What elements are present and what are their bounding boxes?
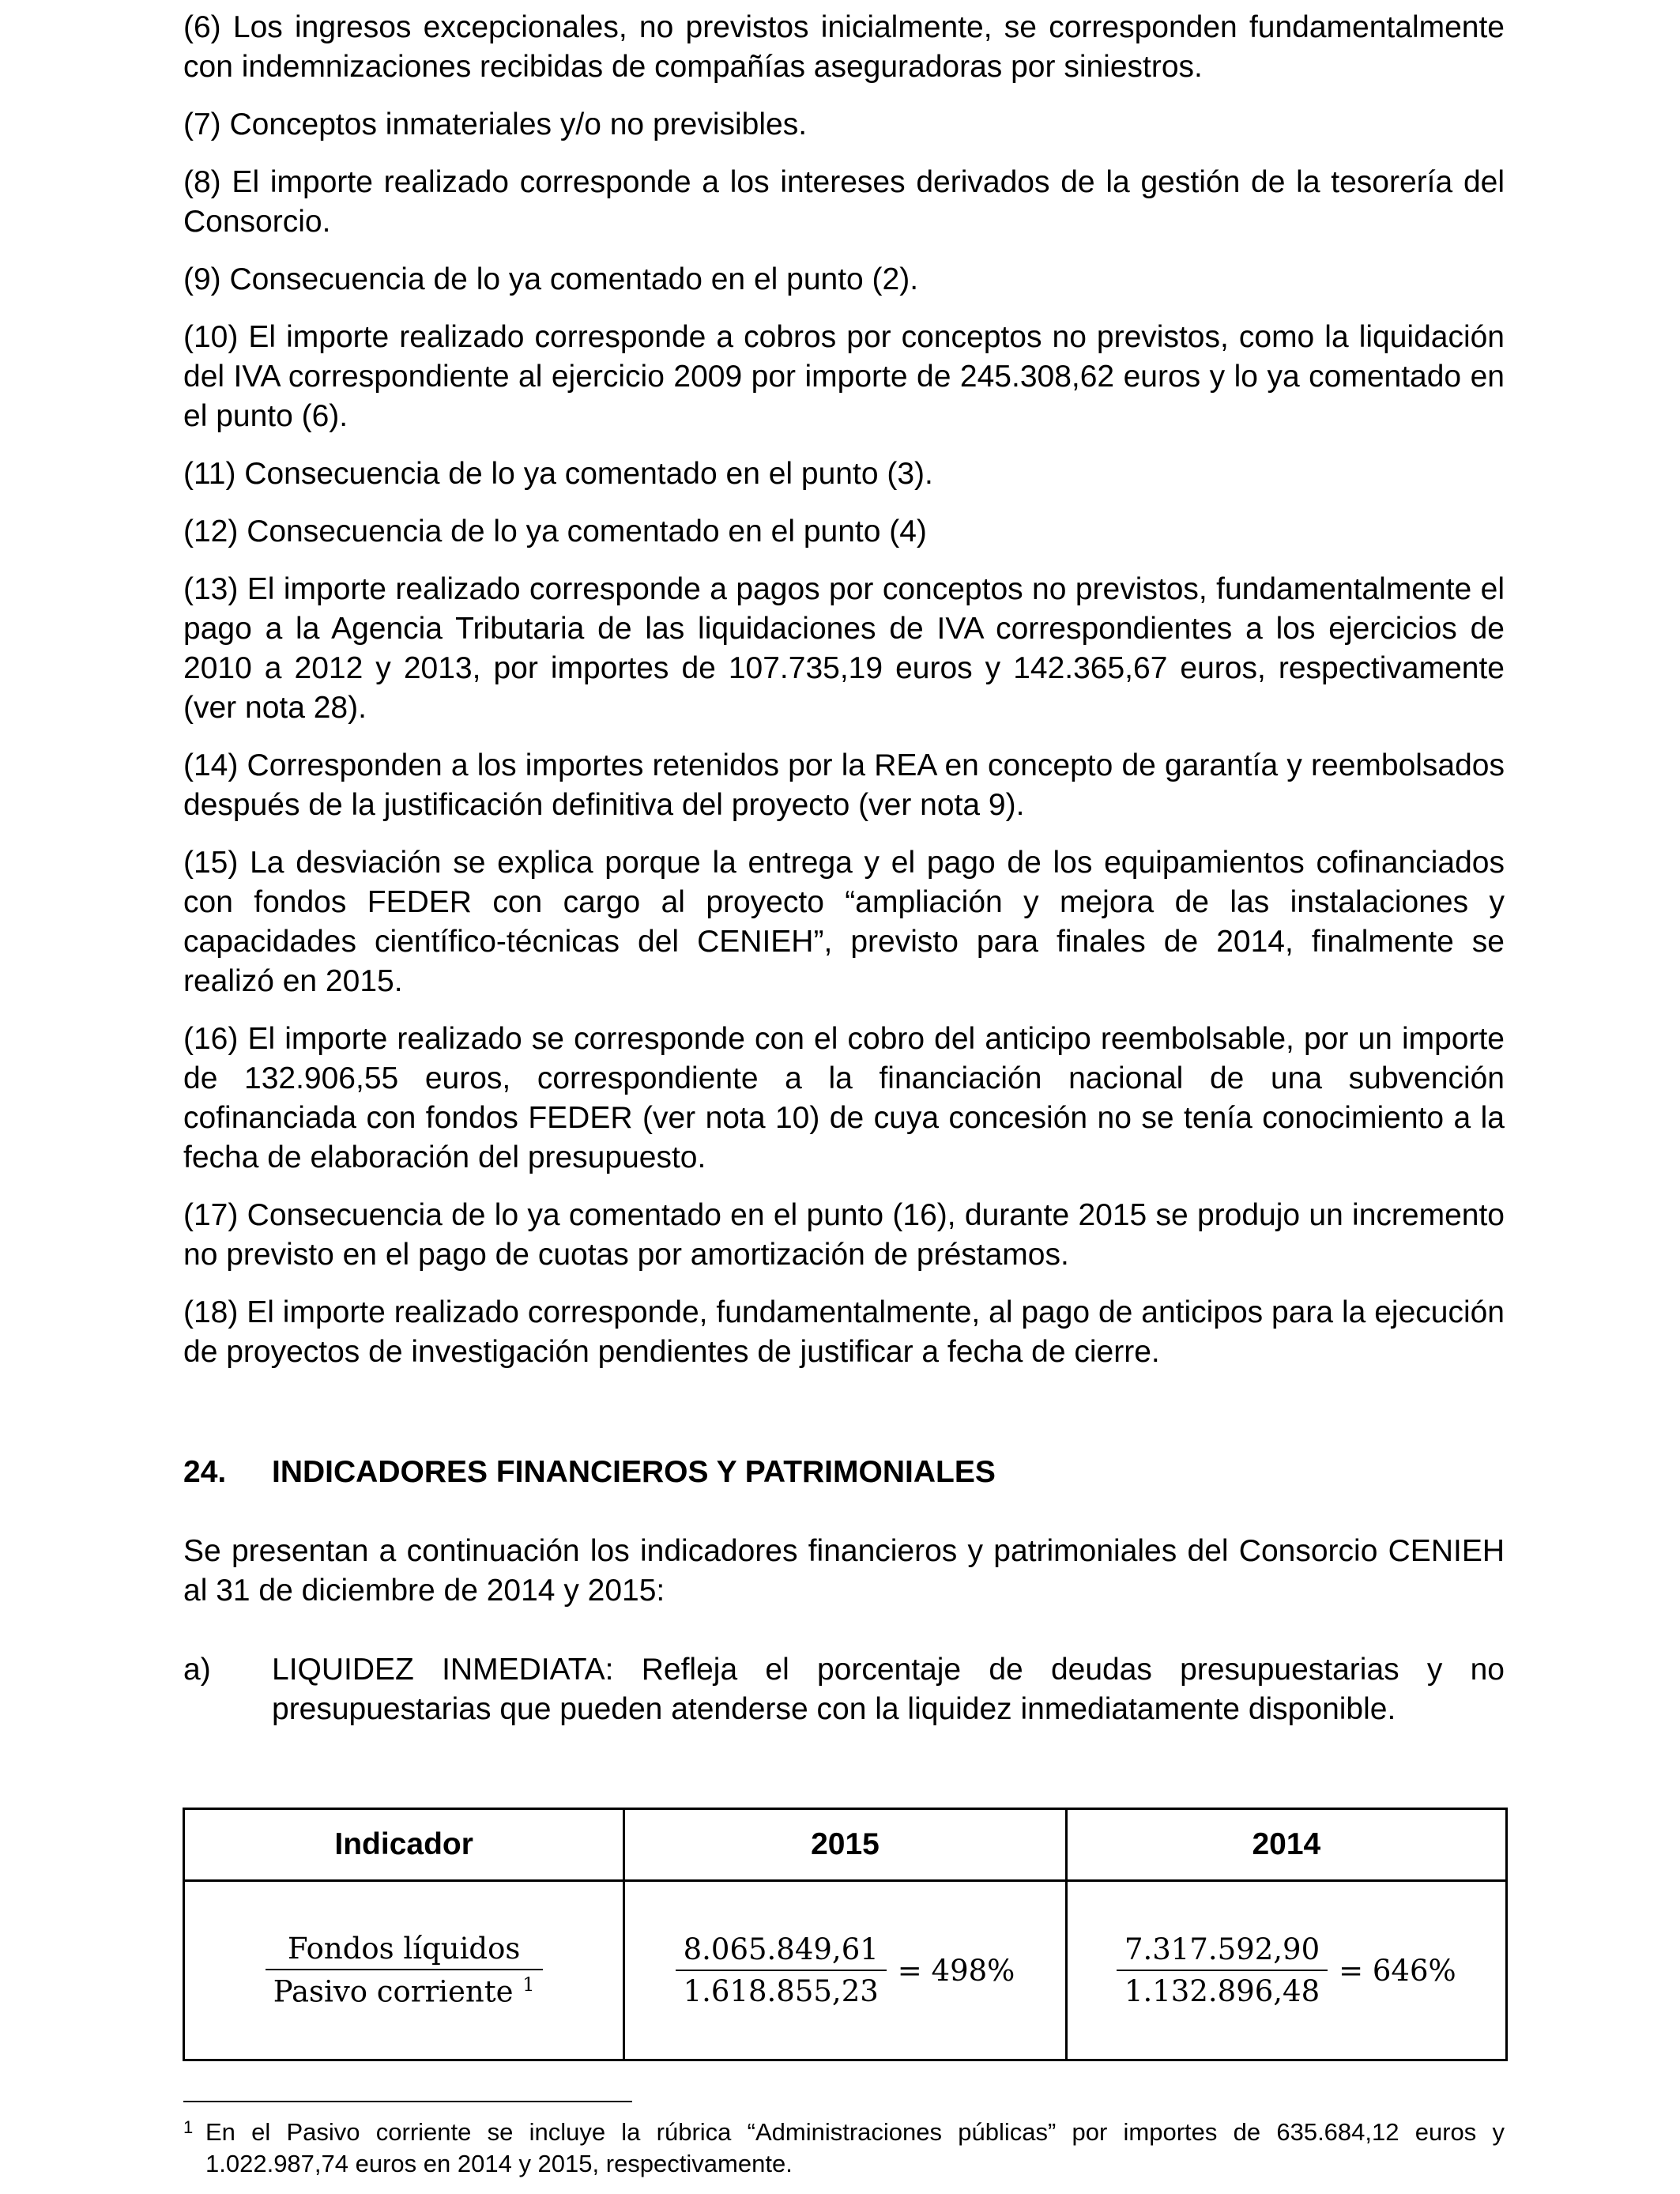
notes-list bbox=[183, 8, 1505, 1390]
indicator-formula-cell bbox=[184, 1881, 624, 2060]
formula-2015 bbox=[676, 1929, 1015, 2011]
list-item-a bbox=[183, 1650, 1505, 1729]
denominator-2014: 1.132.896,48 bbox=[1124, 1974, 1320, 2008]
footnote-text: En el Pasivo corriente se incluye la rúbrica “Administraciones públicas” por importes de 635.684,12 euros y 1.022.987,74 euros en 2014 y 2015, respectivamente. bbox=[205, 2118, 1505, 2177]
result-2015: = 498% bbox=[897, 1953, 1015, 1988]
table-header-row bbox=[184, 1809, 1507, 1881]
fraction-2015 bbox=[676, 1929, 887, 2011]
footnote-mark: 1 bbox=[183, 2117, 194, 2137]
note-8: (8) El importe realizado corresponde a los intereses derivados de la gestión de la tesorería del Consorcio. bbox=[183, 165, 1505, 239]
numerator-2015: 8.065.849,61 bbox=[683, 1932, 879, 1966]
note-11: (11) Consecuencia de lo ya comentado en el punto (3). bbox=[183, 457, 933, 491]
note-15: (15) La desviación se explica porque la entrega y el pago de los equipamientos cofinanciados con fondos FEDER con cargo al proyecto “ampliación y mejora de las instalaciones y capacidades científico-técnicas del CENIEH”, previsto para finales de 2014, finalmente se realizó en 2015. bbox=[183, 846, 1505, 998]
header-2014: 2014 bbox=[1066, 1809, 1506, 1881]
note-12: (12) Consecuencia de lo ya comentado en el punto (4) bbox=[183, 515, 927, 548]
note-16: (16) El importe realizado se corresponde con el cobro del anticipo reembolsable, por un importe de 132.906,55 euros, correspondiente a la financiación nacional de una subvención cofinanciada con fondos FEDER (ver nota 10) de cuya concesión no se tenía conocimiento a la fecha de elaboración del presupuesto. bbox=[183, 1022, 1505, 1174]
formula-2014 bbox=[1117, 1929, 1456, 2011]
indicator-numerator: Fondos líquidos bbox=[287, 1932, 521, 1966]
note-14: (14) Corresponden a los importes retenidos por la REA en concepto de garantía y reembolsados después de la justificación definitiva del proyecto (ver nota 9). bbox=[183, 748, 1505, 822]
note-10: (10) El importe realizado corresponde a cobros por conceptos no previstos, como la liquidación del IVA correspondiente al ejercicio 2009 por importe de 245.308,62 euros y lo ya comentado en el punto (6). bbox=[183, 320, 1505, 433]
header-indicador: Indicador bbox=[184, 1809, 624, 1881]
indicator-denominator: Pasivo corriente bbox=[273, 1974, 514, 2009]
note-17: (17) Consecuencia de lo ya comentado en el punto (16), durante 2015 se produjo un incremento no previsto en el pago de cuotas por amortización de préstamos. bbox=[183, 1198, 1505, 1272]
note-6: (6) Los ingresos excepcionales, no previstos inicialmente, se corresponden fundamentalmente con indemnizaciones recibidas de compañías aseguradoras por siniestros. bbox=[183, 10, 1505, 84]
section-number: 24. bbox=[183, 1455, 227, 1489]
footnote bbox=[183, 2117, 1505, 2180]
footnote-separator bbox=[183, 2101, 632, 2102]
denominator-2015: 1.618.855,23 bbox=[683, 1974, 879, 2008]
indicator-denominator-wrap bbox=[266, 1970, 543, 2011]
indicator-fraction bbox=[266, 1928, 543, 2011]
footnote-ref[interactable]: 1 bbox=[522, 1973, 535, 1996]
list-marker: a) bbox=[183, 1653, 211, 1687]
fraction-2014 bbox=[1117, 1929, 1328, 2011]
indicator-table bbox=[183, 1808, 1508, 2061]
note-13: (13) El importe realizado corresponde a pagos por conceptos no previstos, fundamentalmente el pago a la Agencia Tributaria de las liquidaciones de IVA correspondientes a los ejercicios de 2010 a 2012 y 2013, por importes de 107.735,19 euros y 142.365,67 euros, respectivamente (ver nota 28). bbox=[183, 572, 1505, 725]
section-intro: Se presentan a continuación los indicadores financieros y patrimoniales del Consorcio CENIEH al 31 de diciembre de 2014 y 2015: bbox=[183, 1534, 1505, 1608]
value-cell-2014 bbox=[1066, 1881, 1506, 2060]
section-heading bbox=[183, 1453, 996, 1492]
section-title: INDICADORES FINANCIEROS Y PATRIMONIALES bbox=[272, 1455, 996, 1489]
value-cell-2015 bbox=[624, 1881, 1066, 2060]
note-9: (9) Consecuencia de lo ya comentado en el punto (2). bbox=[183, 262, 919, 296]
note-18: (18) El importe realizado corresponde, fundamentalmente, al pago de anticipos para la ejecución de proyectos de investigación pendientes de justificar a fecha de cierre. bbox=[183, 1295, 1505, 1369]
header-2015: 2015 bbox=[624, 1809, 1066, 1881]
table-row bbox=[184, 1881, 1507, 2060]
list-item-text: LIQUIDEZ INMEDIATA: Refleja el porcentaje de deudas presupuestarias y no presupuestarias que pueden atenderse con la liquidez inmediatamente disponible. bbox=[272, 1653, 1505, 1726]
numerator-2014: 7.317.592,90 bbox=[1124, 1932, 1320, 1966]
note-7: (7) Conceptos inmateriales y/o no previsibles. bbox=[183, 107, 808, 141]
result-2014: = 646% bbox=[1339, 1953, 1456, 1988]
